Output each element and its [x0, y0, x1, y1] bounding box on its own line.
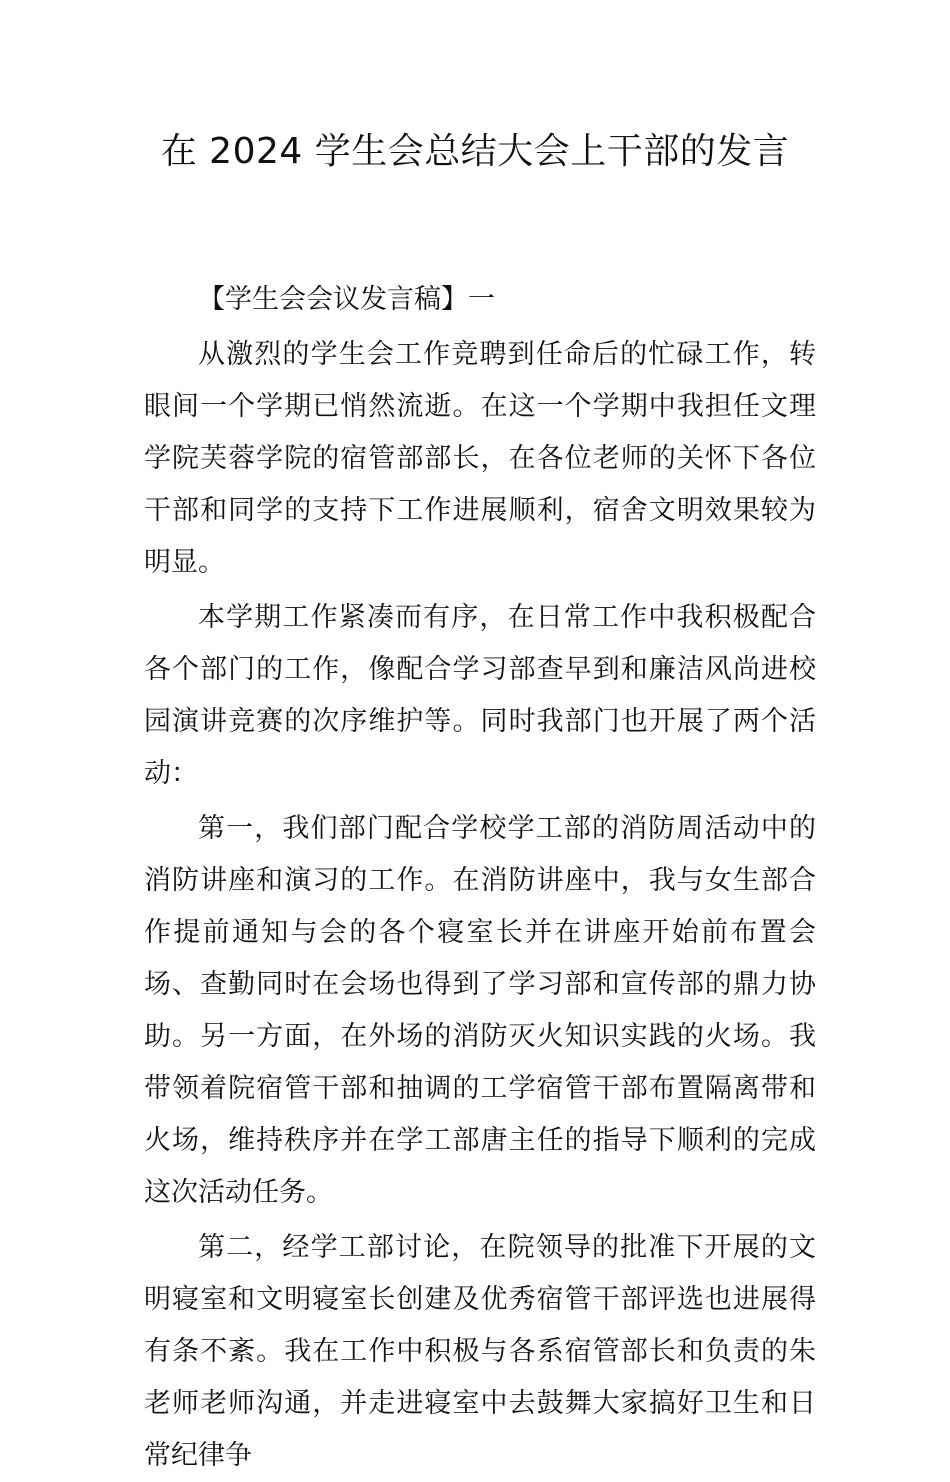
paragraph-section-heading: 【学生会会议发言稿】一: [198, 284, 495, 315]
paragraph: 本学期工作紧凑而有序，在日常工作中我积极配合各个部门的工作，像配合学习部查早到和廉洁风尚进校园演讲竞赛的次序维护等。同时我部门也开展了两个活动：: [144, 602, 816, 789]
paragraph: 第二，经学工部讨论，在院领导的批准下开展的文明寝室和文明寝室长创建及优秀宿管干部评选也进展得有条不紊。我在工作中积极与各系宿管部长和负责的朱老师老师沟通，并走进寝室中去鼓舞大家搞好卫生和日常纪律争: [144, 1232, 816, 1471]
paragraph: 从激烈的学生会工作竞聘到任命后的忙碌工作，转眼间一个学期已悄然流逝。在这一个学期中我担任文理学院芙蓉学院的宿管部部长，在各位老师的关怀下各位干部和同学的支持下工作进展顺利，宿舍文明效果较为明显。: [144, 339, 816, 578]
document-body: [144, 274, 816, 1482]
paragraph: 第一，我们部门配合学校学工部的消防周活动中的消防讲座和演习的工作。在消防讲座中，我与女生部合作提前通知与会的各个寝室长并在讲座开始前布置会场、查勤同时在会场也得到了学习部和宣传部的鼎力协助。另一方面，在外场的消防灭火知识实践的火场。我带领着院宿管干部和抽调的工学宿管干部布置隔离带和火场，维持秩序并在学工部唐主任的指导下顺利的完成这次活动任务。: [144, 813, 816, 1208]
document-title: 在 2024 学生会总结大会上干部的发言: [160, 131, 790, 172]
